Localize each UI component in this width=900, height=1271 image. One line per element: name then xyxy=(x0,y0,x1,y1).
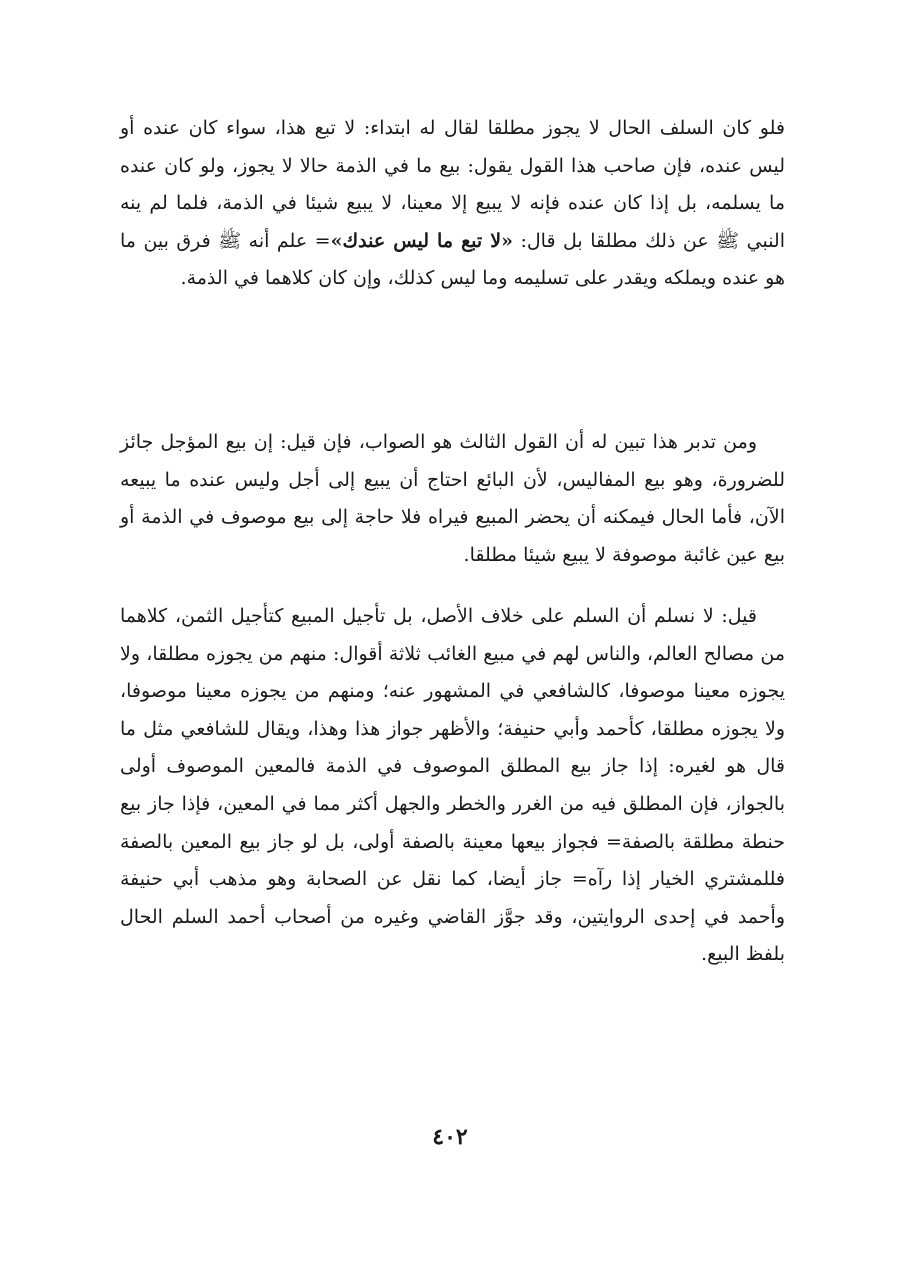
page-number: ٤٠٢ xyxy=(432,1124,468,1150)
paragraph-1 xyxy=(120,110,785,298)
hadith-quote: «لا تبع ما ليس عندك» xyxy=(330,229,513,252)
paragraph-1-intro: فلو كان السلف الحال لا يجوز مطلقا لقال له ابتداء: لا تبع هذا، سواء كان عنده أو ليس عنده، فإن صاحب هذا القول يقول: بيع ما في الذمة حالا لا يجوز، ولو كان عنده ما يسلمه، بل إذا كان عنده فإنه لا يبيع إلا معينا، لا يبيع شيئا في الذمة، فلما لم ينه النبي ﷺ عن ذلك مطلقا بل قال: xyxy=(120,117,785,252)
paragraph-2: ومن تدبر هذا تبين له أن القول الثالث هو الصواب، فإن قيل: إن بيع المؤجل جائز للضرورة، وهو بيع المفاليس، لأن البائع احتاج أن يبيع إلى أجل وليس عنده ما يبيعه الآن، فأما الحال فيمكنه أن يحضر المبيع فيراه فلا حاجة إلى بيع موصوف في الذمة أو بيع عين غائبة موصوفة لا يبيع شيئا مطلقا. xyxy=(120,431,785,566)
paragraph-1-conclusion: = علم أنه ﷺ فرق بين ما هو عنده ويملكه ويقدر على تسليمه وما ليس كذلك، وإن كان كلاهما في الذمة. xyxy=(120,229,785,290)
paragraph-3: قيل: لا نسلم أن السلم على خلاف الأصل، بل تأجيل المبيع كتأجيل الثمن، كلاهما من مصالح العالم، والناس لهم في مبيع الغائب ثلاثة أقوال: منهم من يجوزه مطلقا، ولا يجوزه معينا موصوفا، كالشافعي في المشهور عنه؛ ومنهم من يجوزه معينا موصوفا، ولا يجوزه مطلقا، كأحمد وأبي حنيفة؛ والأظهر جواز هذا وهذا، ويقال للشافعي مثل ما قال هو لغيره: إذا جاز بيع المطلق الموصوف في الذمة فالمعين الموصوف أولى بالجواز، فإن المطلق فيه من الغرر والخطر والجهل أكثر مما في المعين، فإذا جاز بيع حنطة مطلقة بالصفة= فجواز بيعها معينة بالصفة أولى، بل لو جاز بيع المعين بالصفة فللمشتري الخيار إذا رآه= جاز أيضا، كما نقل عن الصحابة وهو مذهب أبي حنيفة وأحمد في إحدى الروايتين، وقد جوَّز القاضي وغيره من أصحاب أحمد السلم الحال بلفظ البيع. xyxy=(120,605,785,966)
